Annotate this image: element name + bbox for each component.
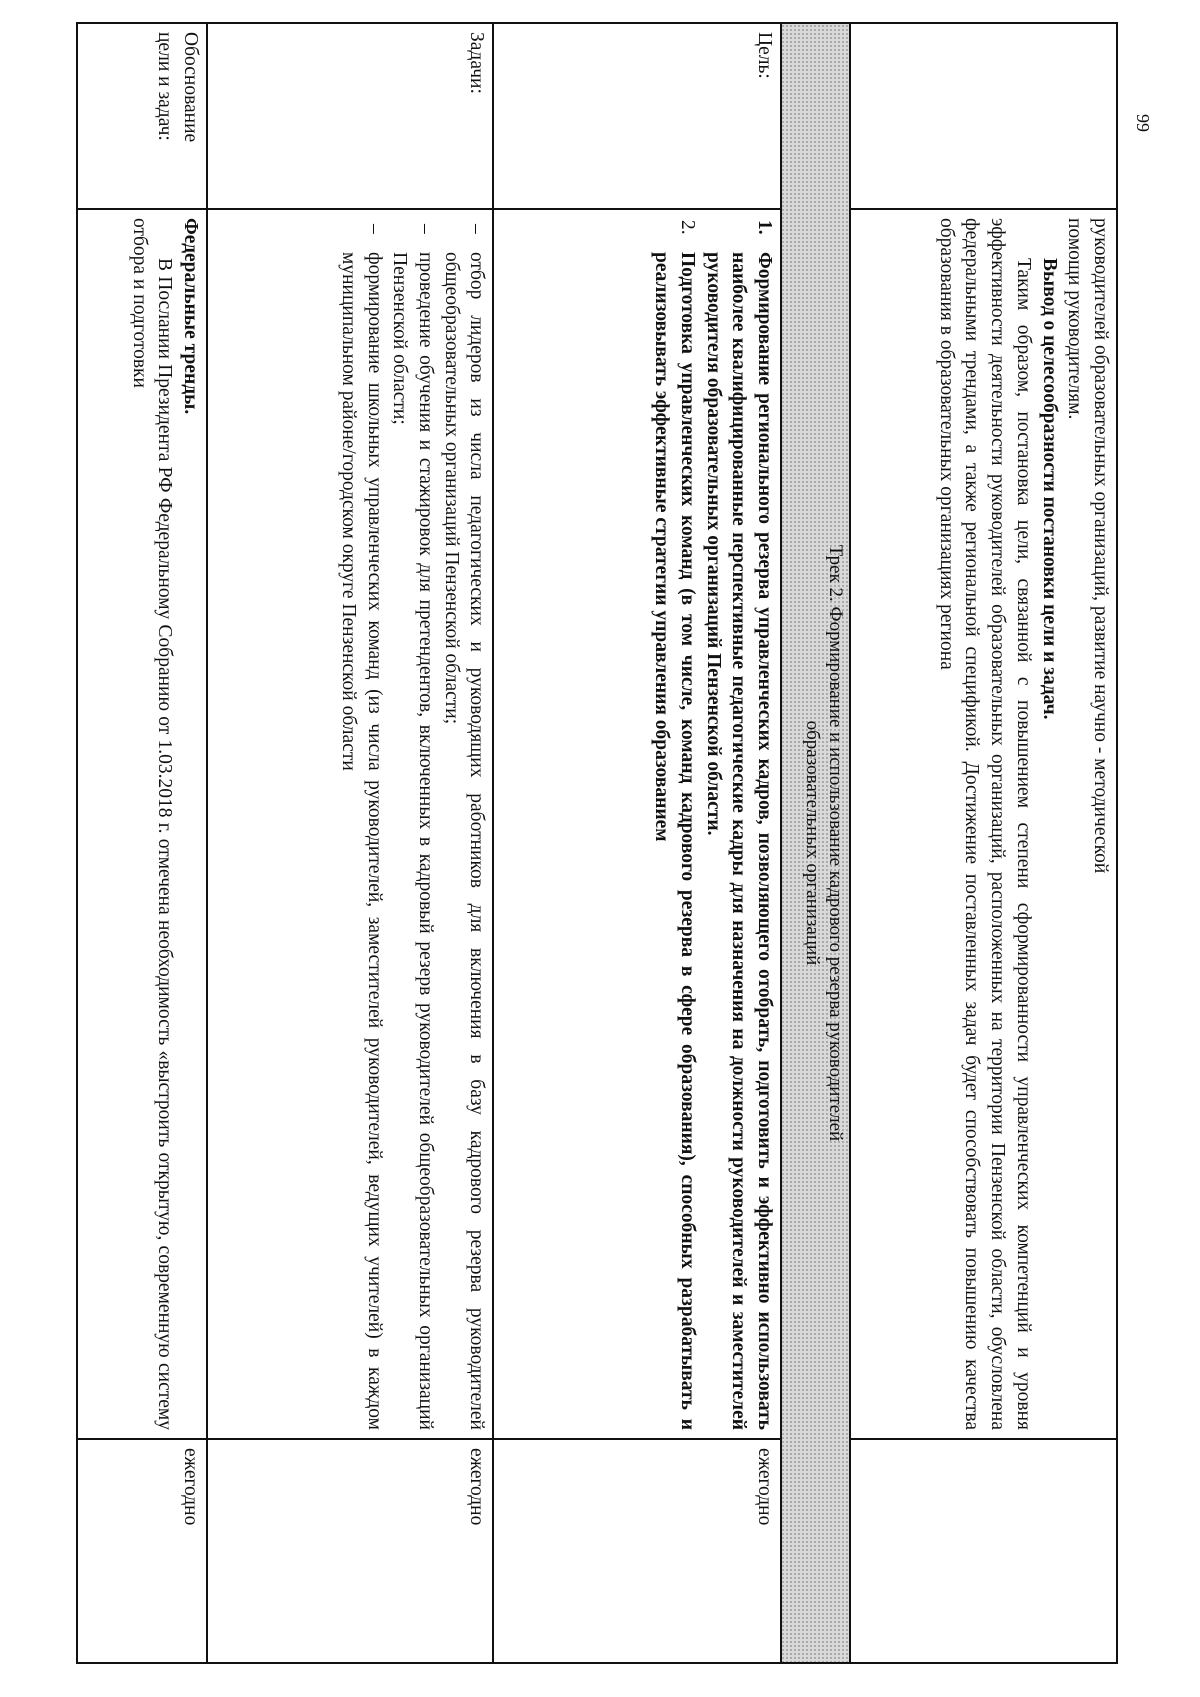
task-dash: – [415, 224, 437, 234]
task-text: проведение обучения и стажировок для претендентов, включенных в кадровый резерв руководителей общеобразовательных организаций Пензенской области; [389, 252, 437, 1430]
conclusion-heading: Вывод о целесообразности постановки цели и задач. [1038, 258, 1060, 720]
list-item [700, 218, 777, 1430]
basis-period: ежегодно [77, 1439, 207, 1663]
track-title-cell [781, 23, 850, 1663]
table-row-basis [77, 23, 207, 1663]
table-row-tasks [207, 23, 493, 1663]
basis-text: В Послании Президента РФ Федеральному Собранию от 1.03.2018 г. отмечена необходимость «выстроить открытую, современную систему отбора и подготовки [128, 218, 176, 1430]
goal-text: Формирование регионального резерва управленческих кадров, позволяющего отобрать, подготовить и эффективно использовать наиболее квалифицированные перспективные педагогические кадры для назначения на должности руководителей и заместителей руководителя образовательных организаций Пензенской области. [702, 252, 775, 1430]
task-text: отбор лидеров из числа педагогических и руководящих работников для включения в базу кадрового резерва руководителей общеобразовательных организаций Пензенской области; [440, 252, 488, 1430]
task-text: формирование школьных управленческих команд (из числа руководителей, заместителей руководителей, ведущих учителей) в каждом муниципальном районе/городском округе Пензенской области [337, 252, 385, 1430]
table-row-track-header [781, 23, 850, 1663]
task-dash: – [466, 224, 488, 234]
continuation-text-cell [850, 209, 1117, 1439]
track-title-line: Трек 2. Формирование и использование кадрового резерва руководителей [824, 544, 846, 1142]
table-row-continuation [850, 23, 1117, 1663]
conclusion-text: Таким образом, постановка цели, связанной с повышением степени сформированности управленческих компетенций и уровня эффективности деятельности руководителей образовательных организаций, расположенных на территории Пензенской области, обусловлена федеральными трендами, а также региональной спецификой. Достижение поставленных задач будет способствовать повышению качества образования в образовательных организациях региона [935, 218, 1034, 1430]
list-item [648, 218, 699, 1430]
empty-period-cell [850, 1439, 1117, 1663]
program-table [76, 22, 1118, 1664]
goal-period: ежегодно [494, 1439, 782, 1663]
goal-number: 1. [754, 220, 775, 235]
continuation-line: помощи руководителям. [1064, 218, 1086, 420]
tasks-content [207, 209, 493, 1439]
empty-label-cell [850, 23, 1117, 209]
list-item [438, 218, 489, 1430]
basis-label [77, 23, 207, 209]
goal-text: Подготовка управленческих команд (в том числе, команд кадрового резерва в сфере образования), способных разрабатывать и реализовывать эффективные стратегии управления образованием [651, 252, 698, 1430]
page-number: 99 [1133, 114, 1153, 132]
basis-label-line: Обоснование [180, 32, 202, 143]
goal-content [494, 209, 782, 1439]
track-title-line: образовательных организаций [802, 720, 824, 966]
continuation-line: руководителей образовательных организаций, развитие научно - методической [1090, 218, 1111, 874]
goal-number: 2. [676, 220, 698, 235]
tasks-period: ежегодно [207, 1439, 493, 1663]
rotated-page [76, 22, 1118, 1662]
basis-content [77, 209, 207, 1439]
basis-label-line: цели и задач: [154, 32, 176, 141]
goal-label: Цель: [494, 23, 782, 209]
task-list [335, 218, 489, 1430]
list-item [387, 218, 438, 1430]
list-item [335, 218, 386, 1430]
goal-list [648, 218, 777, 1430]
task-dash: – [363, 224, 385, 234]
table-row-goal [494, 23, 782, 1663]
tasks-label: Задачи: [207, 23, 493, 209]
basis-heading: Федеральные тренды. [180, 218, 202, 415]
